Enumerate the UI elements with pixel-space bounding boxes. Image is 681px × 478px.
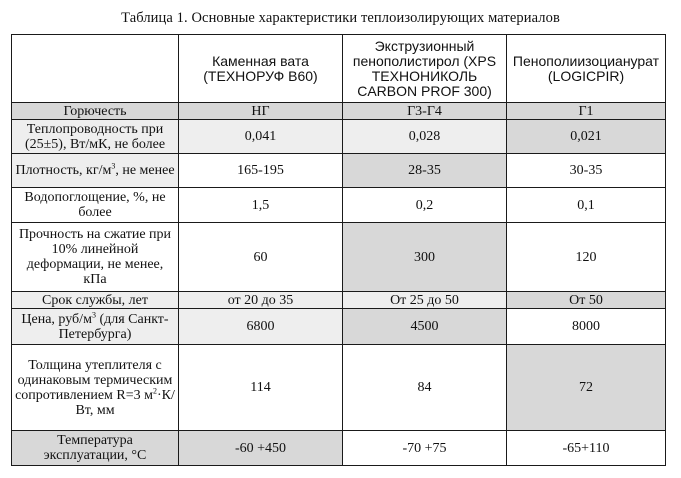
table-row bbox=[12, 188, 666, 223]
table-row bbox=[12, 431, 666, 466]
row-label bbox=[12, 154, 179, 188]
cell-value: 6800 bbox=[179, 309, 343, 345]
table-row bbox=[12, 292, 666, 309]
cell-value: Г3-Г4 bbox=[343, 103, 507, 120]
cell-value: 30-35 bbox=[507, 154, 666, 188]
cell-value: 4500 bbox=[343, 309, 507, 345]
header-stone-wool: Каменная вата (ТЕХНОРУФ В60) bbox=[179, 35, 343, 103]
table-row bbox=[12, 120, 666, 154]
cell-value: 114 bbox=[179, 345, 343, 431]
cell-value: 72 bbox=[507, 345, 666, 431]
cell-value: НГ bbox=[179, 103, 343, 120]
cell-value: 0,1 bbox=[507, 188, 666, 223]
cell-value: Г1 bbox=[507, 103, 666, 120]
cell-value: 8000 bbox=[507, 309, 666, 345]
row-label: Срок службы, лет bbox=[12, 292, 179, 309]
cell-value: -70 +75 bbox=[343, 431, 507, 466]
header-row bbox=[12, 35, 666, 103]
header-corner bbox=[12, 35, 179, 103]
row-label: Горючесть bbox=[12, 103, 179, 120]
row-label bbox=[12, 309, 179, 345]
cell-value: 0,028 bbox=[343, 120, 507, 154]
cell-value: 84 bbox=[343, 345, 507, 431]
row-label: Водопоглощение, %, не более bbox=[12, 188, 179, 223]
table-row bbox=[12, 154, 666, 188]
row-label-text: Толщина утеплителя с одинаковым термическим сопротивлением R=3 $м^2\cdot К/Вт$, мм bbox=[15, 357, 175, 418]
header-xps: Экструзионный пенополистирол (XPS ТЕХНОНИКОЛЬ CARBON PROF 300) bbox=[343, 35, 507, 103]
table-row bbox=[12, 309, 666, 345]
cell-value: от 20 до 35 bbox=[179, 292, 343, 309]
table-row bbox=[12, 103, 666, 120]
cell-value: 0,041 bbox=[179, 120, 343, 154]
cell-value: 0,021 bbox=[507, 120, 666, 154]
row-label bbox=[12, 345, 179, 431]
cell-value: От 50 bbox=[507, 292, 666, 309]
row-label: Температура эксплуатации, °С bbox=[12, 431, 179, 466]
cell-value: От 25 до 50 bbox=[343, 292, 507, 309]
row-label: Прочность на сжатие при 10% линейной деформации, не менее, кПа bbox=[12, 223, 179, 292]
materials-table bbox=[11, 34, 666, 466]
cell-value: 28-35 bbox=[343, 154, 507, 188]
row-label-text: Цена, руб/$м^3$ (для Санкт-Петербурга) bbox=[21, 309, 169, 342]
row-label: Теплопроводность при (25±5), Вт/мК, не более bbox=[12, 120, 179, 154]
cell-value: 0,2 bbox=[343, 188, 507, 223]
table-row bbox=[12, 345, 666, 431]
cell-value: -60 +450 bbox=[179, 431, 343, 466]
cell-value: -65+110 bbox=[507, 431, 666, 466]
row-label-text: Плотность, $кг/м^3$, не менее bbox=[15, 161, 175, 178]
table-caption: Таблица 1. Основные характеристики теплоизолирующих материалов bbox=[121, 10, 560, 26]
cell-value: 120 bbox=[507, 223, 666, 292]
cell-value: 165-195 bbox=[179, 154, 343, 188]
cell-value: 300 bbox=[343, 223, 507, 292]
cell-value: 1,5 bbox=[179, 188, 343, 223]
table-row bbox=[12, 223, 666, 292]
cell-value: 60 bbox=[179, 223, 343, 292]
header-pir: Пенополиизоцианурат (LOGICPIR) bbox=[507, 35, 666, 103]
